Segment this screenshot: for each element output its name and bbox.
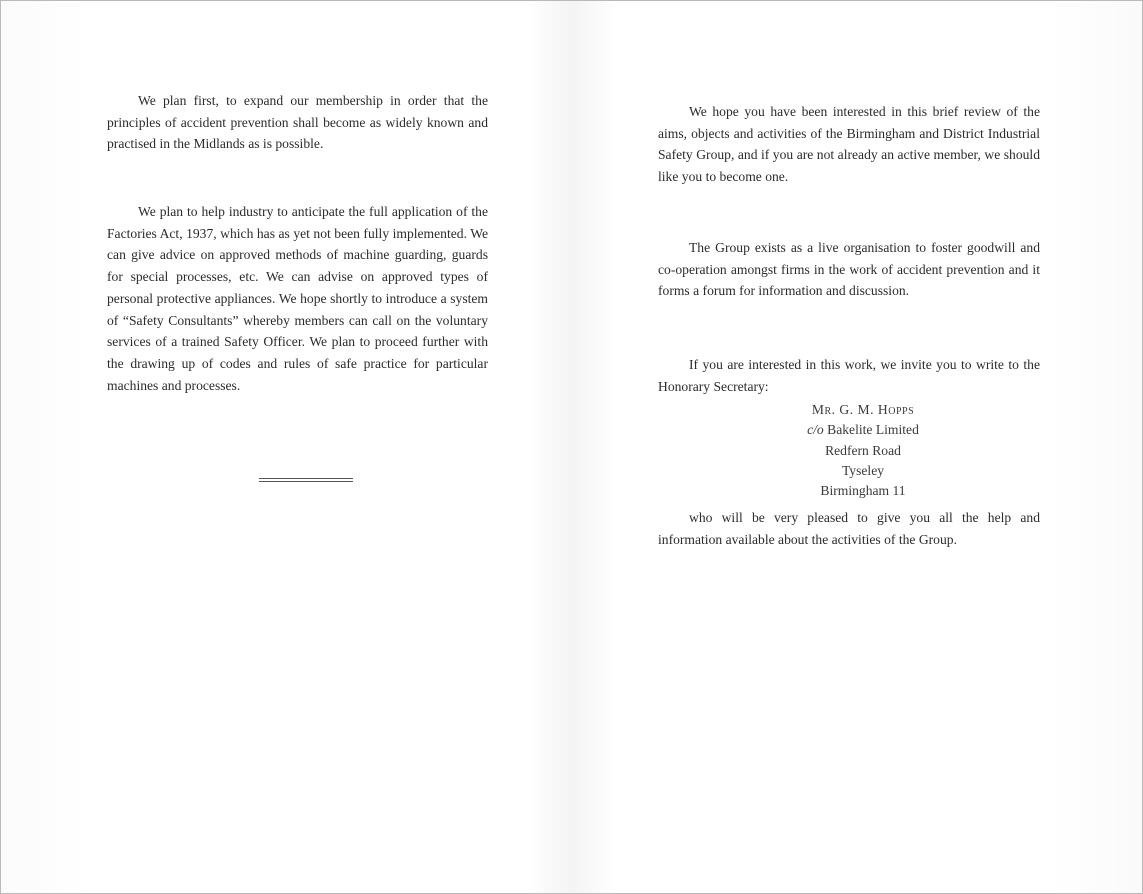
address-company-line xyxy=(658,420,1068,440)
address-city: Birmingham 11 xyxy=(820,483,906,499)
left-page xyxy=(1,1,571,893)
right-paragraph-closing: who will be very pleased to give you all the help and information available about the activities of the Group. xyxy=(658,510,1040,547)
right-paragraph-group-purpose: The Group exists as a live organisation to foster goodwill and co-operation amongst firms in the work of accident prevention and it forms a forum for information and discussion. xyxy=(658,240,1040,299)
address-district: Tyseley xyxy=(841,462,885,478)
address-street: Redfern Road xyxy=(825,442,901,458)
right-paragraph-invitation: If you are interested in this work, we invite you to write to the Honorary Secretary: xyxy=(658,357,1040,394)
secretary-address-block xyxy=(658,400,1068,501)
right-page xyxy=(572,1,1142,893)
right-paragraph-interest: We hope you have been interested in this brief review of the aims, objects and activities of the Birmingham and District Industrial Safety Group, and if you are not already an active member, we should like you to become one. xyxy=(658,104,1040,185)
left-paragraph-membership: We plan first, to expand our membership in order that the principles of accident prevention shall become as widely known and practised in the Midlands as is possible. xyxy=(107,93,488,152)
section-divider-rule xyxy=(259,478,353,482)
secretary-name: Mr. G. M. Hopps xyxy=(811,402,915,417)
care-of-marker: c/o xyxy=(807,422,824,438)
address-company: Bakelite Limited xyxy=(827,422,919,438)
left-paragraph-factories-act: We plan to help industry to anticipate the full application of the Factories Act, 1937, which has as yet not been fully implemented. We can give advice on approved methods of machine guarding, guards for special processes, etc. We can advise on approved types of personal protective appliances. We hope shortly to introduce a system of “Safety Consultants” whereby members can call on the voluntary services of a trained Safety Officer. We plan to proceed further with the drawing up of codes and rules of safe practice for particular machines and processes. xyxy=(107,204,488,393)
